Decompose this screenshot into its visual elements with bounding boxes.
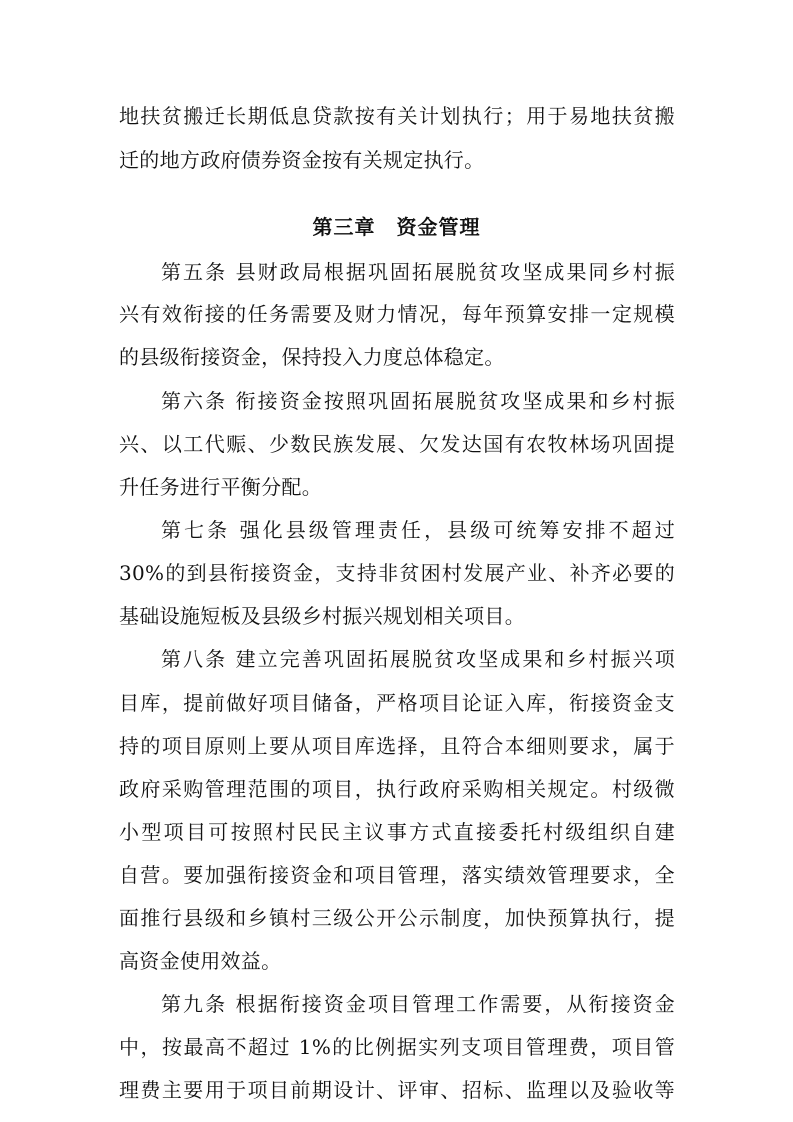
article-8-line: 自营。要加强衔接资金和项目管理，落实绩效管理要求，全 [119,863,675,887]
article-8-line: 目库，提前做好项目储备，严格项目论证入库，衔接资金支 [119,691,675,715]
article-7-line: 30%的到县衔接资金，支持非贫困村发展产业、补齐必要的 [119,561,675,585]
article-7-line: 基础设施短板及县级乡村振兴规划相关项目。 [119,604,525,628]
article-8-line: 持的项目原则上要从项目库选择，且符合本细则要求，属于 [119,734,675,758]
article-8-line: 高资金使用效益。 [119,949,282,973]
article-8-line: 面推行县级和乡镇村三级公开公示制度，加快预算执行，提 [119,906,675,930]
article-5-line: 的县级衔接资金，保持投入力度总体稳定。 [119,345,505,369]
article-8-line: 小型项目可按照村民民主议事方式直接委托村级组织自建 [119,820,675,844]
article-9-line: 理费主要用于项目前期设计、评审、招标、监理以及验收等 [119,1078,675,1102]
article-8-line: 政府采购管理范围的项目，执行政府采购相关规定。村级微 [119,777,675,801]
article-9-line: 第九条 根据衔接资金项目管理工作需要，从衔接资金 [161,992,675,1016]
article-7-line: 第七条 强化县级管理责任，县级可统筹安排不超过 [161,518,675,542]
chapter-heading: 第三章 资金管理 [312,215,481,239]
article-5-line: 兴有效衔接的任务需要及财力情况，每年预算安排一定规模 [119,302,675,326]
text-line: 迁的地方政府债券资金按有关规定执行。 [119,148,485,172]
text-line: 地扶贫搬迁长期低息贷款按有关计划执行；用于易地扶贫搬 [119,104,675,128]
article-5-line: 第五条 县财政局根据巩固拓展脱贫攻坚成果同乡村振 [161,260,675,284]
article-8-line: 第八条 建立完善巩固拓展脱贫攻坚成果和乡村振兴项 [161,647,675,671]
article-6-line: 兴、以工代赈、少数民族发展、欠发达国有农牧林场巩固提 [119,432,675,456]
article-9-line: 中，按最高不超过 1%的比例据实列支项目管理费，项目管 [119,1035,675,1059]
article-6-line: 第六条 衔接资金按照巩固拓展脱贫攻坚成果和乡村振 [161,389,675,413]
article-6-line: 升任务进行平衡分配。 [119,475,322,499]
